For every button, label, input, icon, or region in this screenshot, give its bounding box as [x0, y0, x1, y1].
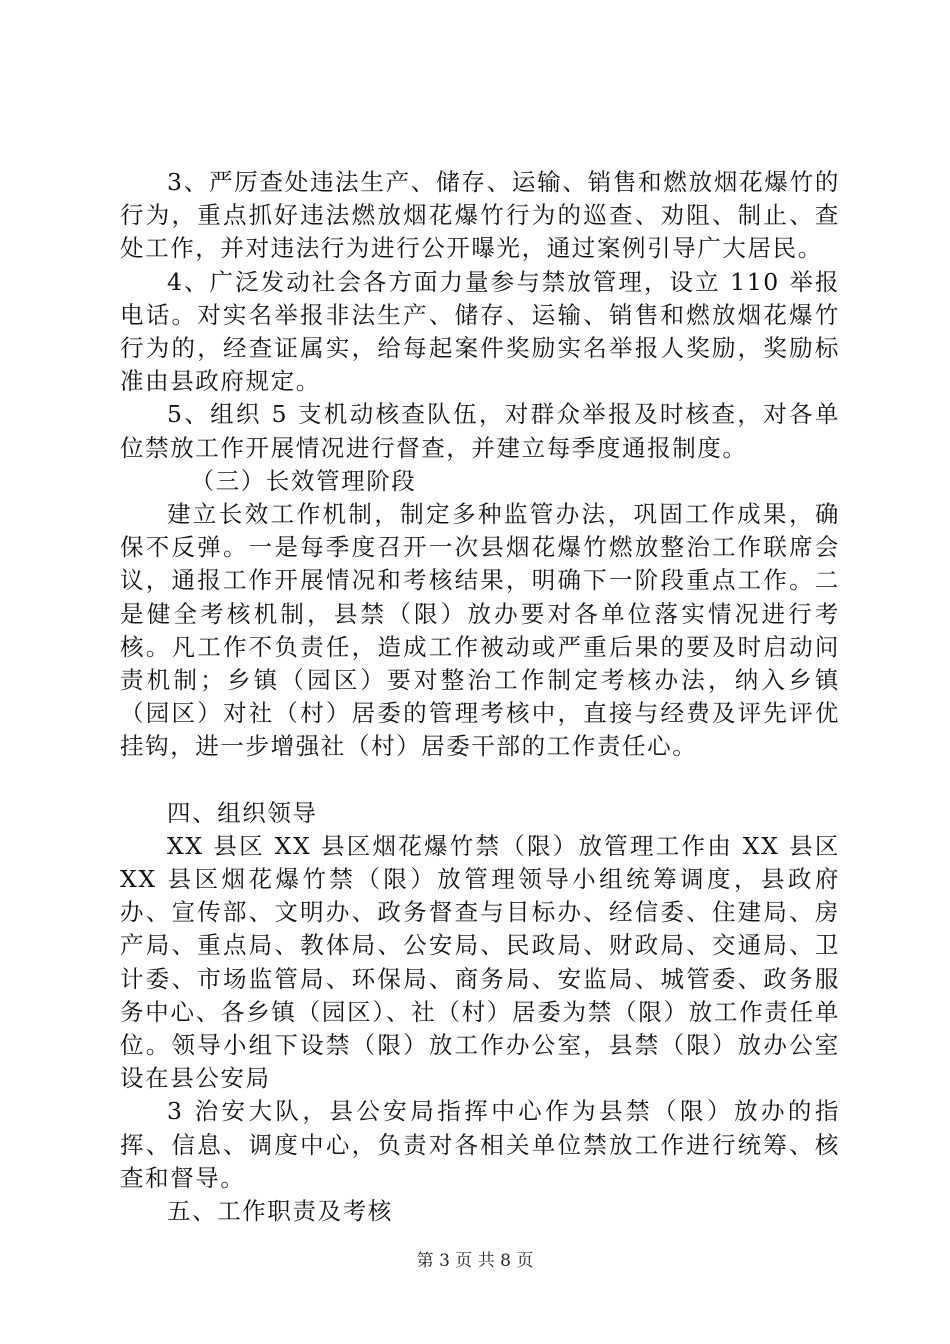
paragraph-item-5: 5、组织 5 支机动核查队伍，对群众举报及时核查，对各单位禁放工作开展情况进行督查，并建立每季度通报制度。 [120, 400, 840, 462]
paragraph-item-3: 3、严厉查处违法生产、储存、运输、销售和燃放烟花爆竹的行为，重点抓好违法燃放烟花爆竹行为的巡查、劝阻、制止、查处工作，并对违法行为进行公开曝光，通过案例引导广大居民。 [120, 168, 840, 263]
paragraph-item-4: 4、广泛发动社会各方面力量参与禁放管理，设立 110 举报电话。对实名举报非法生产、储存、运输、销售和燃放烟花爆竹行为的，经查证属实，给每起案件奖励实名举报人奖励，奖励标准由县政府规定。 [120, 267, 840, 396]
page-footer: 第 3 页 共 8 页 [416, 1251, 534, 1271]
section-heading-duties: 五、工作职责及考核 [167, 1197, 393, 1226]
paragraph-command-center: 3 治安大队，县公安局指挥中心作为县禁（限）放办的指挥、信息、调度中心，负责对各相关单位禁放工作进行统筹、核查和督导。 [120, 1097, 840, 1192]
paragraph-long-term-mechanism: 建立长效工作机制，制定多种监管办法，巩固工作成果，确保不反弹。一是每季度召开一次县烟花爆竹燃放整治工作联席会议，通报工作开展情况和考核结果，明确下一阶段重点工作。二是健全考核机制，县禁（限）放办要对各单位落实情况进行考核。凡工作不负责任，造成工作被动或严重后果的要及时启动问责机制；乡镇（园区）要对整治工作制定考核办法，纳入乡镇（园区）对社（村）居委的管理考核中，直接与经费及评先评优挂钩，进一步增强社（村）居委干部的工作责任心。 [120, 500, 840, 761]
section-heading-long-term: （三）长效管理阶段 [190, 466, 417, 495]
section-heading-organization: 四、组织领导 [167, 798, 318, 827]
paragraph-spacer [120, 764, 840, 797]
document-body [120, 166, 840, 1228]
paragraph-organization: XX 县区 XX 县区烟花爆竹禁（限）放管理工作由 XX 县区 XX 县区烟花爆竹禁（限）放管理领导小组统筹调度，县政府办、宣传部、文明办、政务督查与目标办、经信委、住建局、房产局、重点局、教体局、公安局、民政局、财政局、交通局、卫计委、市场监管局、环保局、商务局、安监局、城管委、政务服务中心、各乡镇（园区）、社（村）居委为禁（限）放工作责任单位。领导小组下设禁（限）放工作办公室，县禁（限）放办公室设在县公安局 [120, 831, 840, 1093]
